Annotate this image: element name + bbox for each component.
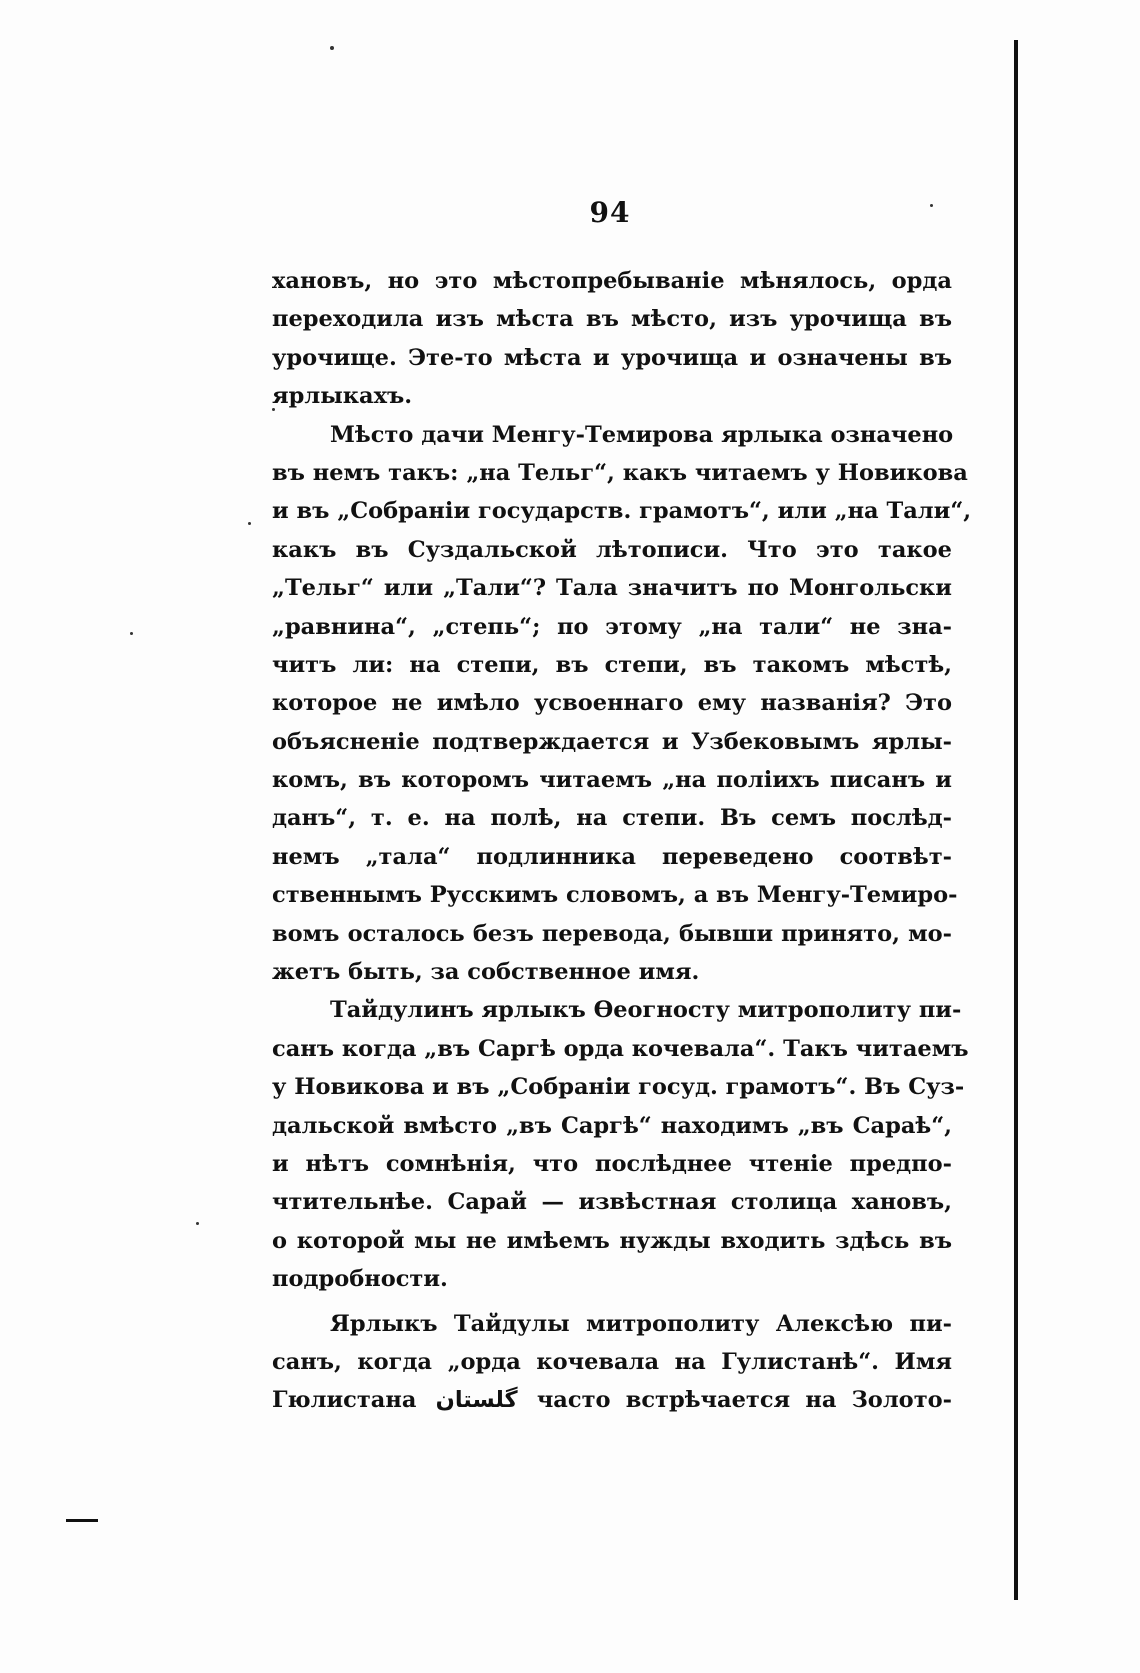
- margin-dash: [66, 1519, 98, 1522]
- text-line: у Новикова и въ „Собраніи госуд. грамотъ“. Въ Суз-: [272, 1074, 965, 1101]
- text-line: объясненіе подтверждается и Узбековымъ ярлы-: [272, 728, 952, 755]
- text-line: урочище. Эте-то мѣста и урочища и означены въ: [272, 344, 952, 371]
- text-line: хановъ, но это мѣстопребываніе мѣнялось, орда: [272, 268, 952, 294]
- text-line: „Тельг“ или „Тали“? Тала значитъ по Монгольски: [272, 575, 952, 602]
- text-line: ственнымъ Русскимъ словомъ, а въ Менгу-Темиро-: [272, 882, 958, 909]
- speck: [330, 46, 334, 50]
- text-line: въ немъ такъ: „на Тельг“, какъ читаемъ у Новикова: [272, 459, 968, 486]
- word-gulistan: Гюлистана: [272, 1387, 417, 1414]
- text-line: „равнина“, „степь“; по этому „на тали“ не зна-: [272, 613, 952, 640]
- page-number: 94: [589, 196, 631, 229]
- text-line: жетъ быть, за собственное имя.: [272, 959, 700, 986]
- text-line: какъ въ Суздальской лѣтописи. Что это такое: [272, 536, 952, 563]
- speck: [248, 522, 251, 525]
- text-line: санъ когда „въ Саргѣ орда кочевала“. Такъ читаемъ: [272, 1035, 969, 1062]
- text-line: ярлыкахъ.: [272, 383, 413, 410]
- text-line: и нѣтъ сомнѣнія, что послѣднее чтеніе предпо-: [272, 1150, 952, 1177]
- text-line: о которой мы не имѣемъ нужды входить здѣсь въ: [272, 1227, 952, 1254]
- line-tail: часто встрѣчается на Золото-: [536, 1387, 952, 1414]
- text-line: немъ „тала“ подлинника переведено соотвѣт-: [272, 843, 952, 870]
- speck: [930, 204, 933, 207]
- text-line: вомъ осталось безъ перевода, бывши принято, мо-: [272, 920, 952, 947]
- text-line-last: [272, 1381, 952, 1419]
- speck: [130, 632, 133, 635]
- text-line: дальской вмѣсто „въ Саргѣ“ находимъ „въ Сараѣ“,: [272, 1112, 952, 1139]
- speck: [196, 1222, 199, 1225]
- text-line: Ярлыкъ Тайдулы митрополиту Алексѣю пи-: [330, 1310, 952, 1337]
- right-margin-line: [1014, 40, 1018, 1600]
- text-line: подробности.: [272, 1266, 448, 1293]
- text-line: Тайдулинъ ярлыкъ Ѳеогносту митрополиту пи-: [330, 997, 962, 1024]
- body-text: [272, 262, 972, 1420]
- text-line: чтительнѣе. Сарай — извѣстная столица хановъ,: [272, 1189, 952, 1216]
- text-line: переходила изъ мѣста въ мѣсто, изъ урочища въ: [272, 306, 952, 333]
- text-line: комъ, въ которомъ читаемъ „на поліихъ писанъ и: [272, 767, 952, 794]
- text-line: санъ, когда „орда кочевала на Гулистанѣ“. Имя: [272, 1348, 952, 1375]
- text-line: читъ ли: на степи, въ степи, въ такомъ мѣстѣ,: [272, 651, 952, 678]
- text-line: которое не имѣло усвоеннаго ему названія? Это: [272, 690, 952, 717]
- text-line: Мѣсто дачи Менгу-Темирова ярлыка означено: [330, 421, 954, 448]
- arabic-word-gulistan: گلستان: [435, 1387, 518, 1414]
- text-line: данъ“, т. е. на полѣ, на степи. Въ семъ послѣд-: [272, 805, 952, 832]
- text-line: и въ „Собраніи государств. грамотъ“, или „на Тали“,: [272, 498, 972, 525]
